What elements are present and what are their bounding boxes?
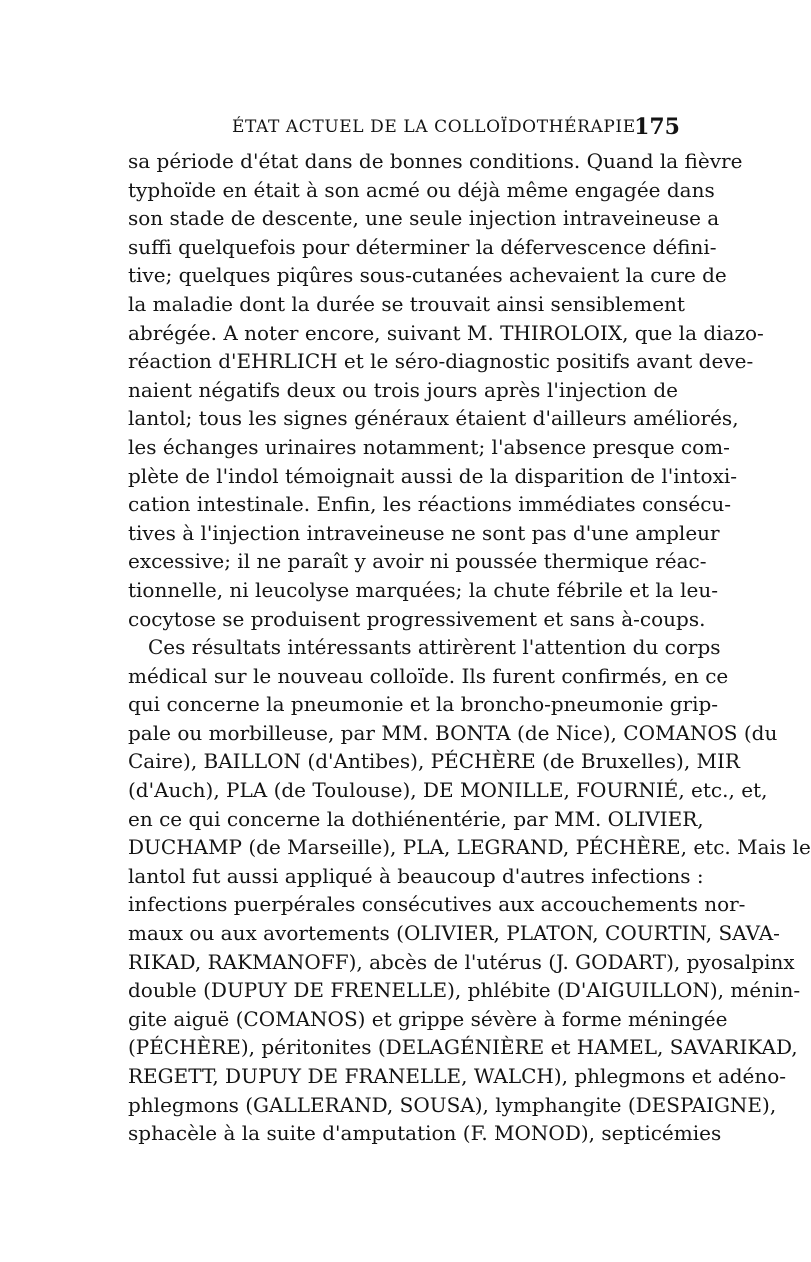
page-number: 175 xyxy=(634,114,680,140)
text-line: REGETT, DUPUY DE FRANELLE, WALCH), phlegmons et adéno- xyxy=(128,1064,787,1088)
text-line: pale ou morbilleuse, par MM. BONTA (de Nice), COMANOS (du xyxy=(128,720,778,745)
text-line: sphacèle à la suite d'amputation (F. MONOD), septicémies xyxy=(128,1121,722,1146)
running-title: ÉTAT ACTUEL DE LA COLLOÏDOTHÉRAPIE xyxy=(232,117,636,137)
text-line: RIKAD, RAKMANOFF), abcès de l'utérus (J. GODART), pyosalpinx xyxy=(128,949,795,974)
text-line: médical sur le nouveau colloïde. Ils furent confirmés, en ce xyxy=(128,663,729,688)
text-line: plète de l'indol témoignait aussi de la disparition de l'intoxi- xyxy=(128,463,738,488)
text-line: phlegmons (GALLERAND, SOUSA), lymphangite (DESPAIGNE), xyxy=(128,1092,777,1117)
text-line: tive; quelques piqûres sous-cutanées achevaient la cure de xyxy=(128,263,727,288)
text-line: la maladie dont la durée se trouvait ainsi sensiblement xyxy=(128,291,685,316)
text-line: lantol; tous les signes généraux étaient d'ailleurs améliorés, xyxy=(128,406,739,431)
running-header xyxy=(120,112,680,142)
text-line: suffi quelquefois pour déterminer la défervescence défini- xyxy=(128,234,717,259)
text-line: (PÉCHÈRE), péritonites (DELAGÉNIÈRE et HAMEL, SAVARIKAD, xyxy=(128,1035,798,1060)
text-line: infections puerpérales consécutives aux accouchements nor- xyxy=(128,892,746,917)
text-line: double (DUPUY DE FRENELLE), phlébite (D'AIGUILLON), ménin- xyxy=(128,978,801,1003)
text-line: excessive; il ne paraît y avoir ni poussée thermique réac- xyxy=(128,549,707,574)
text-line: en ce qui concerne la dothiénentérie, par MM. OLIVIER, xyxy=(128,806,704,831)
text-line: lantol fut aussi appliqué à beaucoup d'autres infections : xyxy=(128,863,704,888)
text-line: naient négatifs deux ou trois jours après l'injection de xyxy=(128,377,678,402)
text-line: maux ou aux avortements (OLIVIER, PLATON, COURTIN, SAVA- xyxy=(128,921,780,946)
paragraph-last-line: cocytose se produisent progressivement et sans à-coups. xyxy=(128,606,706,631)
text-line: tionnelle, ni leucolyse marquées; la chute fébrile et la leu- xyxy=(128,577,718,602)
text-line: cation intestinale. Enfin, les réactions immédiates consécu- xyxy=(128,492,732,517)
text-line: gite aiguë (COMANOS) et grippe sévère à forme méningée xyxy=(128,1006,728,1031)
text-line: tives à l'injection intraveineuse ne sont pas d'une ampleur xyxy=(128,520,720,545)
text-line: son stade de descente, une seule injection intraveineuse a xyxy=(128,206,720,231)
text-line: réaction d'EHRLICH et le séro-diagnostic positifs avant deve- xyxy=(128,349,754,374)
text-line: (d'Auch), PLA (de Toulouse), DE MONILLE, FOURNIÉ, etc., et, xyxy=(128,778,768,803)
text-line: sa période d'état dans de bonnes conditions. Quand la fièvre xyxy=(128,149,743,173)
text-line: Caire), BAILLON (d'Antibes), PÉCHÈRE (de Bruxelles), MIR xyxy=(128,749,740,774)
text-line: DUCHAMP (de Marseille), PLA, LEGRAND, PÉCHÈRE, etc. Mais le xyxy=(128,835,811,860)
text-line: typhoïde en était à son acmé ou déjà même engagée dans xyxy=(128,177,715,202)
text-line: les échanges urinaires notamment; l'absence presque com- xyxy=(128,434,730,459)
paragraph-first-line: Ces résultats intéressants attirèrent l'attention du corps xyxy=(148,635,721,660)
text-line: abrégée. A noter encore, suivant M. THIROLOIX, que la diazo- xyxy=(128,320,764,345)
text-line: qui concerne la pneumonie et la broncho-pneumonie grip- xyxy=(128,692,719,717)
body-text xyxy=(128,147,811,1148)
